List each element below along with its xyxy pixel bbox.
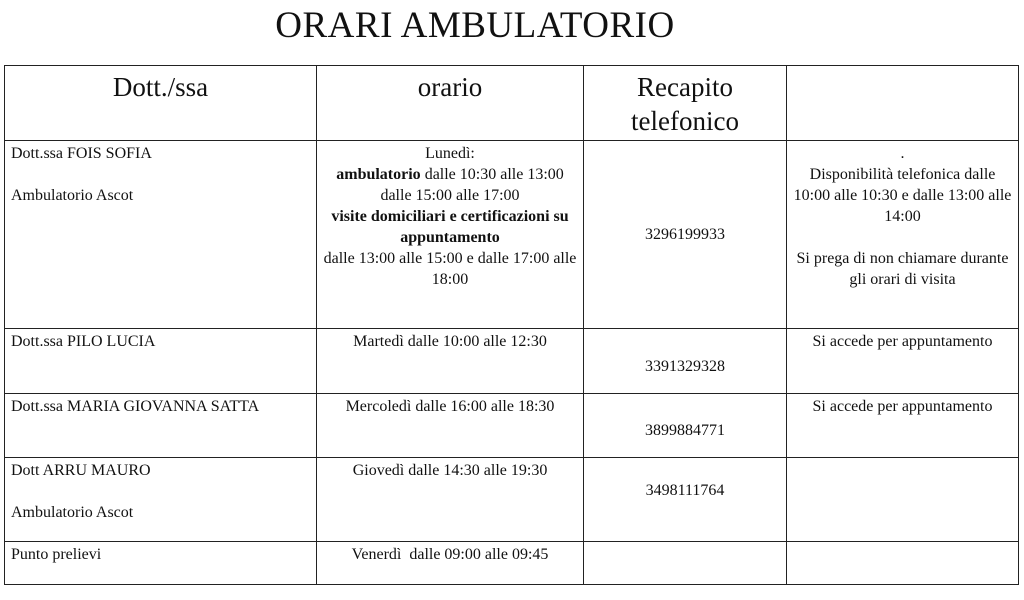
- header-phone: Recapito telefonico: [584, 66, 787, 141]
- doctor-name: Punto prelievi: [11, 546, 102, 563]
- table-row: [5, 141, 1019, 329]
- doctor-name: Dott.ssa FOIS SOFIA: [11, 145, 152, 162]
- notes-cell: [787, 141, 1019, 329]
- hours-cell: [317, 458, 584, 542]
- phone-cell: [584, 394, 787, 458]
- hours-cell: [317, 542, 584, 585]
- phone-number: 3899884771: [645, 422, 725, 439]
- page-title: ORARI AMBULATORIO: [275, 5, 675, 46]
- hours-text: Martedì dalle 10:00 alle 12:30: [353, 333, 547, 350]
- phone-cell: [584, 329, 787, 394]
- header-doctor: Dott./ssa: [5, 66, 317, 141]
- doctor-cell: [5, 458, 317, 542]
- hours-cell: [317, 141, 584, 329]
- doctor-cell: [5, 394, 317, 458]
- notes-text: Si accede per appuntamento: [812, 398, 993, 415]
- doctor-name: Dott.ssa MARIA GIOVANNA SATTA: [11, 398, 260, 415]
- doctor-cell: [5, 141, 317, 329]
- hours-block-ambulatorio: [323, 164, 577, 185]
- phone-number: 3498111764: [645, 482, 725, 499]
- hours-text: dalle 13:00 alle 15:00 e dalle 17:00 alle 18:00: [323, 250, 577, 288]
- hours-cell: [317, 329, 584, 394]
- notes-text: Disponibilità telefonica dalle 10:00 alle 10:30 e dalle 13:00 alle 14:00: [793, 166, 1012, 225]
- table-row: [5, 458, 1019, 542]
- phone-number: 3391329328: [645, 357, 725, 375]
- table-header-row: [5, 66, 1019, 141]
- phone-cell: [584, 141, 787, 329]
- table-row: [5, 542, 1019, 585]
- doctor-name: Dott.ssa PILO LUCIA: [11, 333, 156, 350]
- notes-text: Si prega di non chiamare durante gli orari di visita: [796, 250, 1009, 288]
- phone-cell: [584, 542, 787, 585]
- notes-text: Si accede per appuntamento: [812, 333, 993, 350]
- notes-cell: [787, 329, 1019, 394]
- hours-text: Mercoledì dalle 16:00 alle 18:30: [345, 398, 555, 415]
- doctor-cell: [5, 329, 317, 394]
- table-row: [5, 329, 1019, 394]
- header-notes: [787, 66, 1019, 141]
- notes-cell: [787, 542, 1019, 585]
- hours-label-visite: visite domiciliari e certificazioni su appuntamento: [331, 208, 569, 246]
- doctor-location: Ambulatorio Ascot: [11, 187, 134, 204]
- hours-label-ambulatorio: ambulatorio: [336, 166, 421, 183]
- notes-cell: [787, 458, 1019, 542]
- phone-number: 3296199933: [645, 226, 725, 243]
- hours-text: dalle 10:30 alle 13:00: [420, 166, 564, 183]
- phone-cell: [584, 458, 787, 542]
- table-row: [5, 394, 1019, 458]
- doctor-name: Dott ARRU MAURO: [11, 462, 151, 479]
- notes-dot: .: [900, 145, 905, 162]
- schedule-table: [4, 65, 1019, 585]
- doctor-cell: [5, 542, 317, 585]
- notes-cell: [787, 394, 1019, 458]
- hours-text: Venerdì dalle 09:00 alle 09:45: [351, 546, 549, 563]
- hours-text: dalle 15:00 alle 17:00: [380, 187, 520, 204]
- header-hours: orario: [317, 66, 584, 141]
- hours-cell: [317, 394, 584, 458]
- hours-text: Giovedì dalle 14:30 alle 19:30: [352, 462, 548, 479]
- hours-day: Lunedì:: [425, 145, 475, 162]
- doctor-location: Ambulatorio Ascot: [11, 504, 134, 521]
